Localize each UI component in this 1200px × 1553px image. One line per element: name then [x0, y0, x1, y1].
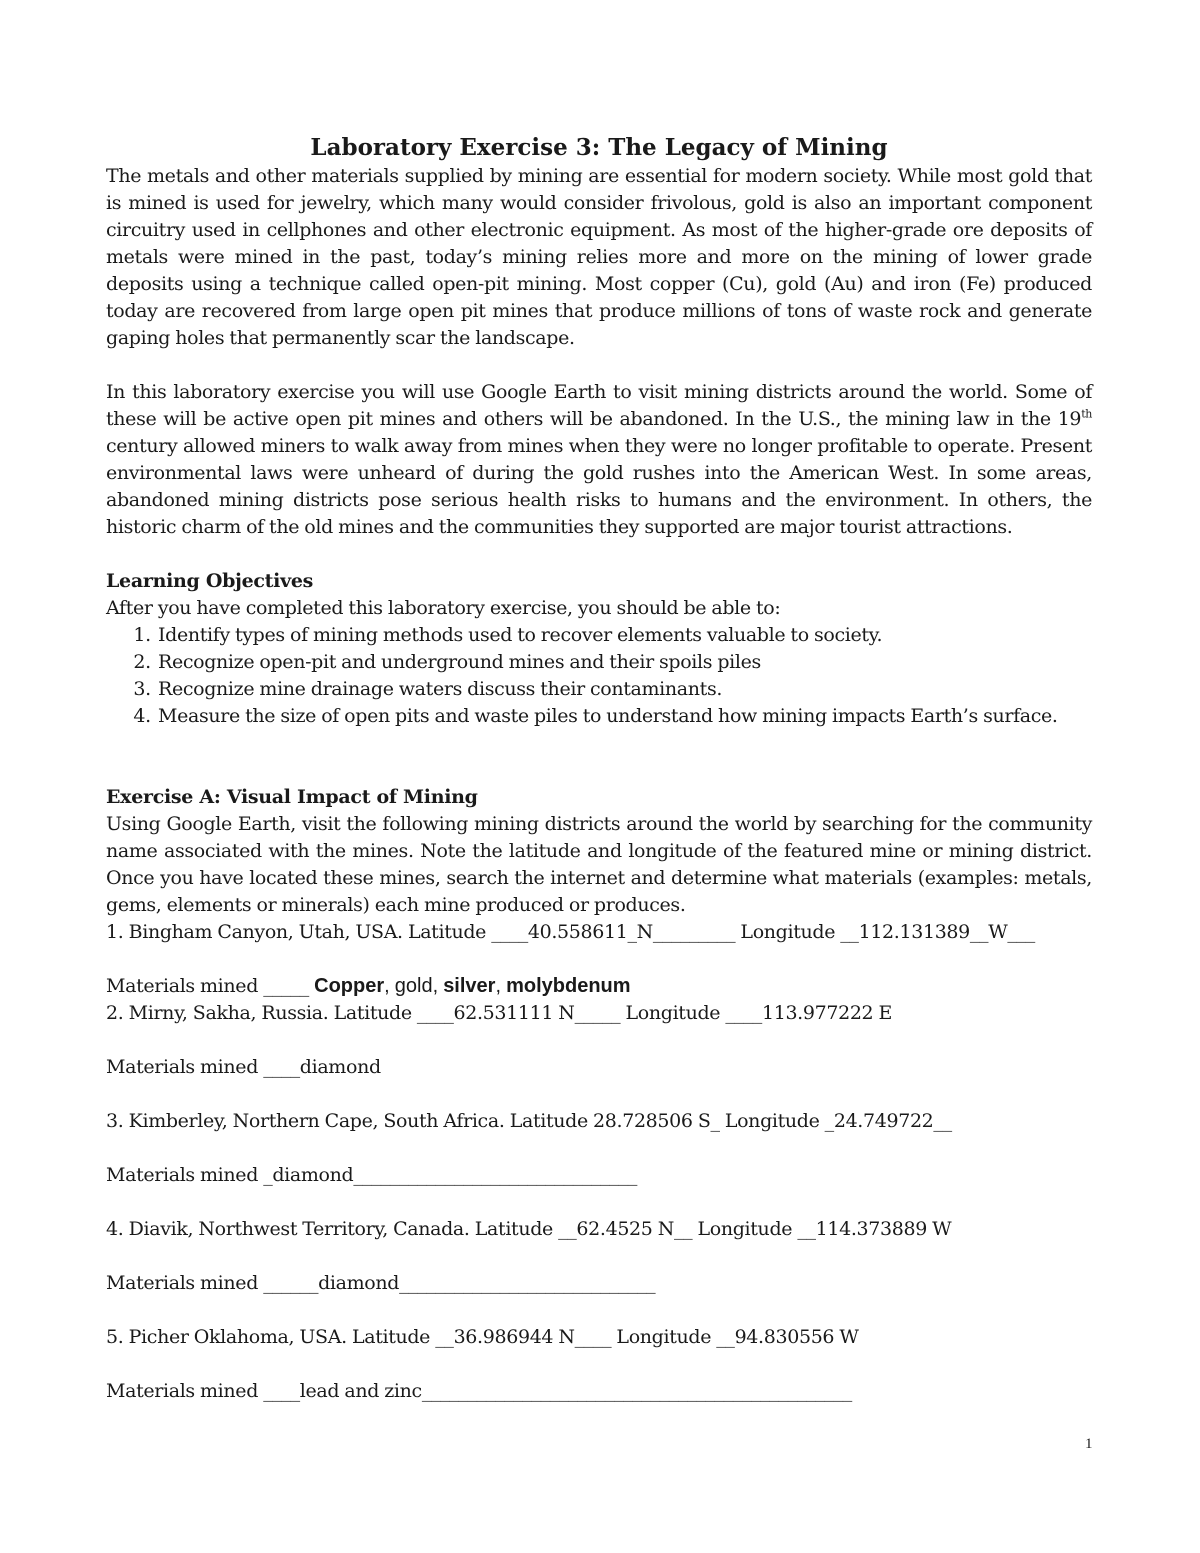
material-silver: silver	[443, 975, 496, 997]
question-2-materials: Materials mined ____diamond	[106, 1056, 381, 1078]
question-4-materials: Materials mined ______diamond____________________________	[106, 1272, 656, 1294]
objective-item: 3. Recognize mine drainage waters discuss their contaminants.	[156, 676, 1092, 703]
document-title: Laboratory Exercise 3: The Legacy of Mining	[310, 134, 888, 161]
material-separator: , gold,	[384, 975, 444, 997]
material-molybdenum: molybdenum	[506, 975, 631, 997]
intro-paragraph-2-part1: In this laboratory exercise you will use Google Earth to visit mining districts around the world. Some of these will be active open pit mines and others will be abandoned. In the U.S., the mining law in the 19	[106, 381, 1092, 430]
objective-item: 4. Measure the size of open pits and waste piles to understand how mining impacts Earth’s surface.	[156, 703, 1092, 730]
question-3-materials: Materials mined _diamond_______________________________	[106, 1164, 637, 1186]
intro-paragraph-2-part2: century allowed miners to walk away from mines when they were no longer profitable to operate. Present environmental laws were unheard of during the gold rushes into the American West. In some areas, abandoned mining districts pose serious health risks to humans and the environment. In others, the historic charm of the old mines and the communities they supported are major tourist attractions.	[106, 435, 1092, 538]
objective-item: 2. Recognize open-pit and underground mines and their spoils piles	[156, 649, 1092, 676]
question-5-materials: Materials mined ____lead and zinc_______________________________________________	[106, 1380, 852, 1402]
page-content	[106, 133, 1092, 1405]
page-number: 1	[1085, 1436, 1093, 1452]
objectives-lead: After you have completed this laboratory exercise, you should be able to:	[106, 597, 781, 619]
question-4-location: 4. Diavik, Northwest Territory, Canada. Latitude __62.4525 N__ Longitude __114.373889 W	[106, 1218, 952, 1240]
intro-paragraph-1: The metals and other materials supplied by mining are essential for modern society. While most gold that is mined is used for jewelry, which many would consider frivolous, gold is also an important component circuitry used in cellphones and other electronic equipment. As most of the higher-grade ore deposits of metals were mined in the past, today’s mining relies more and more on the mining of lower grade deposits using a technique called open-pit mining. Most copper (Cu), gold (Au) and iron (Fe) produced today are recovered from large open pit mines that produce millions of tons of waste rock and generate gaping holes that permanently scar the landscape.	[106, 165, 1092, 349]
intro-paragraph-2	[106, 379, 1092, 541]
question-1-location: 1. Bingham Canyon, Utah, USA. Latitude ____40.558611_N_________ Longitude __112.131389__W___	[106, 921, 1035, 943]
question-1-materials	[106, 973, 1092, 1000]
material-copper: Copper	[314, 975, 385, 997]
exercise-a-instructions: Using Google Earth, visit the following mining districts around the world by searching for the community name associated with the mines. Note the latitude and longitude of the featured mine or mining district. Once you have located these mines, search the internet and determine what materials (examples: metals, gems, elements or minerals) each mine produced or produces.	[106, 813, 1092, 916]
objectives-list	[106, 622, 1092, 730]
material-separator: ,	[495, 975, 507, 997]
exercise-a-heading: Exercise A: Visual Impact of Mining	[106, 786, 478, 808]
question-3-location: 3. Kimberley, Northern Cape, South Africa. Latitude 28.728506 S_ Longitude _24.749722__	[106, 1110, 952, 1132]
question-5-location: 5. Picher Oklahoma, USA. Latitude __36.986944 N____ Longitude __94.830556 W	[106, 1326, 859, 1348]
ordinal-superscript: th	[1081, 407, 1092, 421]
question-1-materials-prefix: Materials mined _____	[106, 975, 315, 997]
question-2-location: 2. Mirny, Sakha, Russia. Latitude ____62.531111 N_____ Longitude ____113.977222 E	[106, 1002, 893, 1024]
objective-item: 1. Identify types of mining methods used to recover elements valuable to society.	[156, 622, 1092, 649]
objectives-heading: Learning Objectives	[106, 570, 314, 592]
